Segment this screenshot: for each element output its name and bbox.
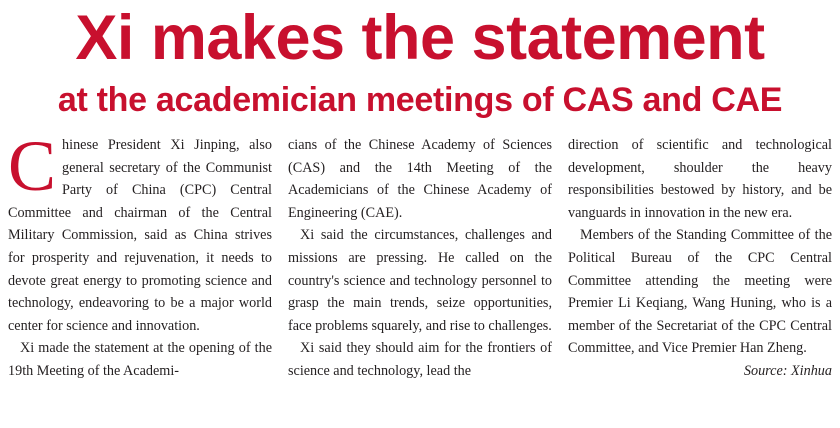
headline: Xi makes the statement — [75, 3, 765, 73]
source-credit: Source: Xinhua — [743, 362, 832, 379]
article-body — [8, 126, 832, 383]
article-paragraph: Members of the Standing Committee of the Political Bureau of the CPC Central Committee attending the meeting were Premier Li Keqiang, Wang Huning, who is a member of the Secretariat of the CPC Central Committee, and Vice Premier Han Zheng. — [568, 227, 832, 357]
article-paragraph: Xi made the statement at the opening of the 19th Meeting of the Academi- — [8, 340, 272, 379]
subheadline: at the academician meetings of CAS and CAE — [57, 81, 783, 119]
article-paragraph: cians of the Chinese Academy of Sciences (CAS) and the 14th Meeting of the Academicians of the Chinese Academy of Engineering (CAE). — [288, 137, 552, 221]
article-column-1 — [8, 126, 272, 383]
article-paragraph: Xi said they should aim for the frontiers of science and technology, lead the — [288, 340, 552, 379]
drop-cap: C — [8, 126, 57, 206]
article-paragraph: Chinese President Xi Jinping, also general secretary of the Communist Party of China (CPC) Central Committee and chairman of the Central Military Commission, said as China strives for prosperity and rejuvenation, it needs to devote great energy to promoting science and technology, endeavoring to be a major world center for science and innovation. — [8, 126, 272, 334]
article-paragraph: Xi said the circumstances, challenges and missions are pressing. He called on the country's science and technology personnel to grasp the main trends, seize opportunities, face problems squarely, and rise to challenges. — [288, 227, 552, 334]
article-column-2 — [288, 134, 552, 383]
article-column-3 — [568, 134, 832, 383]
article-paragraph: direction of scientific and technological development, shoulder the heavy responsibilities bestowed by history, and be vanguards in innovation in the new era. — [568, 137, 832, 221]
